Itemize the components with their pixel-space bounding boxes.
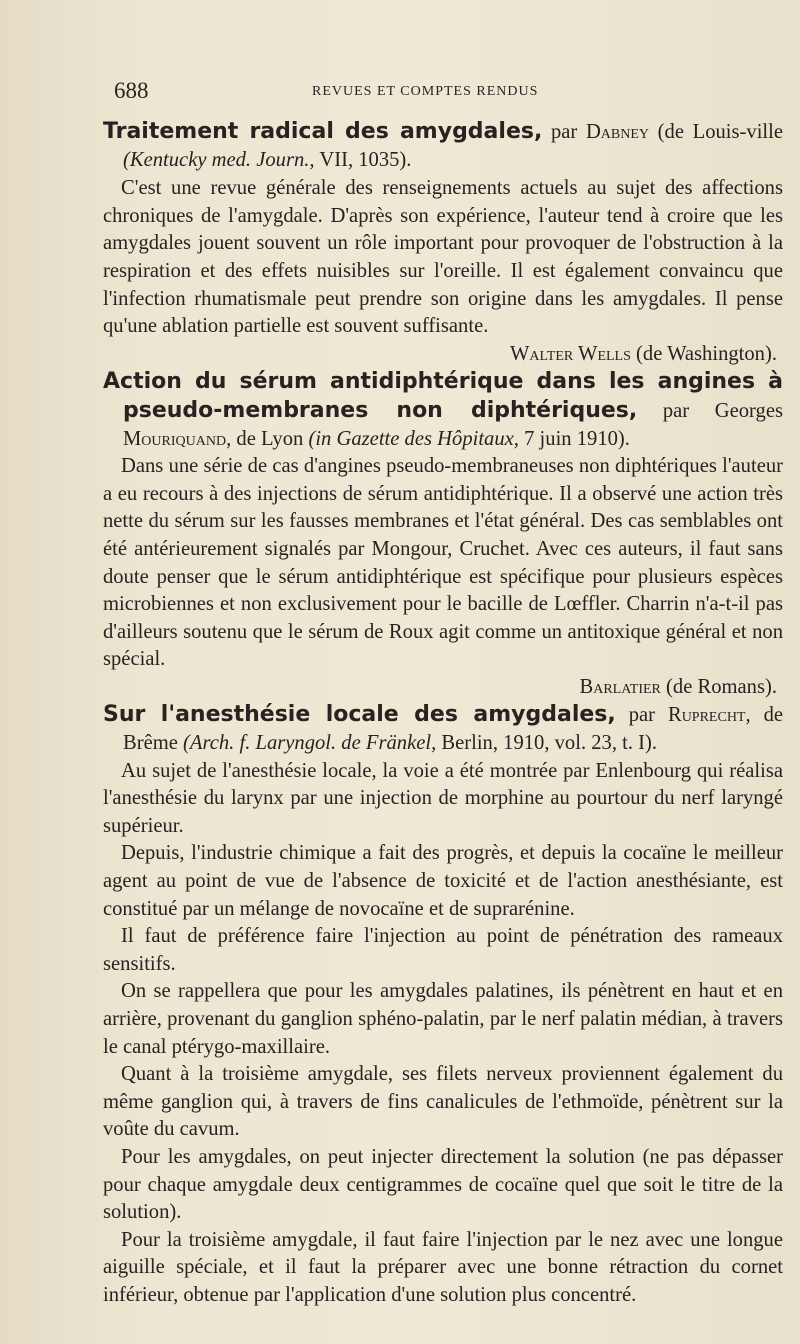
page-number: 688: [114, 78, 149, 103]
review-paragraph: Au sujet de l'anesthésie locale, la voie a été montrée par Enlenbourg qui réalisa l'anesthésie du larynx par une injection de morphine au pourtour du nerf laryngé supérieur.: [103, 759, 783, 837]
text-column: [103, 118, 783, 1310]
author-affiliation: , de Brême: [123, 704, 784, 755]
signature: [103, 341, 783, 369]
signature-place: (de Washington).: [630, 342, 777, 365]
page-header: [114, 78, 634, 108]
source-reference: 7 juin 1910).: [518, 427, 630, 450]
signature-place: (de Romans).: [660, 675, 777, 698]
review-paragraph: Pour la troisième amygdale, il faut faire l'injection par le nez avec une longue aiguille spéciale, et il faut la préparer avec une bonne rétraction du cornet inférieur, obtenue par l'application d'une solution plus concentré.: [103, 1228, 783, 1306]
review-paragraph: Quant à la troisième amygdale, ses filets nerveux proviennent également du même ganglion qui, à travers de fins canalicules de l'ethmoïde, pénètrent sur la voûte du cavum.: [103, 1063, 783, 1141]
review-heading: [103, 118, 783, 174]
source-reference: VII, 1035).: [314, 148, 412, 171]
review-heading: [103, 701, 783, 757]
source-journal: (Arch. f. Laryngol. de Fränkel,: [183, 732, 437, 755]
author-name: Dabney: [585, 121, 650, 143]
review-paragraph: Il faut de préférence faire l'injection au point de pénétration des rameaux sensitifs.: [103, 925, 783, 975]
review-body: Dans une série de cas d'angines pseudo-membraneuses non diphtériques l'auteur a eu recours à des injections de sérum antidiphtérique. Il a observé une action très nette du sérum sur les fausses membranes et l'état général. Des cas semblables ont été antérieurement signalés par Mongour, Cruchet. Avec ces auteurs, il faut sans doute penser que le sérum antidiphtérique est spécifique pour plusieurs espèces microbiennes et non exclusivement pour le bacille de Lœffler. Charrin n'a-t-il pas d'ailleurs soutenu que le sérum de Roux agit comme un antitoxique général et non spécial.: [103, 455, 783, 671]
article-title: Sur l'anesthésie locale des amygdales,: [103, 702, 616, 728]
review-paragraph: On se rappellera que pour les amygdales palatines, ils pénètrent en haut et en arrière, provenant du ganglion sphéno-palatin, par le nerf palatin médian, à travers le canal ptérygo-maxillaire.: [103, 980, 783, 1058]
source-journal: (Kentucky med. Journ.,: [123, 148, 315, 171]
article-title: Traitement radical des amygdales,: [103, 119, 543, 144]
running-head: REVUES ET COMPTES RENDUS: [312, 84, 539, 99]
author-name: Ruprecht: [667, 704, 746, 727]
heading-text: par Georges: [637, 399, 783, 422]
source-reference: Berlin, 1910, vol. 23, t. I).: [436, 732, 658, 755]
review-heading: [103, 368, 783, 453]
heading-text: par: [542, 121, 586, 143]
source-journal: (in Gazette des Hôpitaux,: [308, 427, 519, 450]
author-affiliation: , de Lyon: [226, 427, 309, 450]
signature-name: Barlatier: [579, 675, 661, 698]
review-paragraph: Depuis, l'industrie chimique a fait des progrès, et depuis la cocaïne le meilleur agent au point de vue de l'absence de toxicité et de l'action anesthésiante, est constitué par un mélange de novocaïne et de suprarénine.: [103, 842, 783, 920]
author-affiliation: (de Louis-ville: [649, 121, 784, 143]
author-name: Mouriquand: [123, 427, 227, 450]
article-title: Action du sérum antidiphtérique dans les angines à pseudo-membranes non diphtériques,: [103, 369, 783, 423]
signature-name: Walter Wells: [509, 342, 631, 365]
signature: [103, 674, 783, 702]
review-paragraph: Pour les amygdales, on peut injecter directement la solution (ne pas dépasser pour chaque amygdale deux centigrammes de cocaïne quel que soit le titre de la solution).: [103, 1145, 783, 1224]
heading-text: par: [615, 704, 668, 727]
review-body: C'est une revue générale des renseignements actuels au sujet des affections chroniques de l'amygdale. D'après son expérience, l'auteur tend à croire que les amygdales jouent souvent un rôle important pour provoquer de l'obstruction à la respiration et des effets nuisibles sur l'oreille. Il est également convaincu que l'infection rhumatismale peut prendre son origine dans les amygdales. Il pense qu'une ablation partielle est souvent suffisante.: [103, 177, 783, 338]
